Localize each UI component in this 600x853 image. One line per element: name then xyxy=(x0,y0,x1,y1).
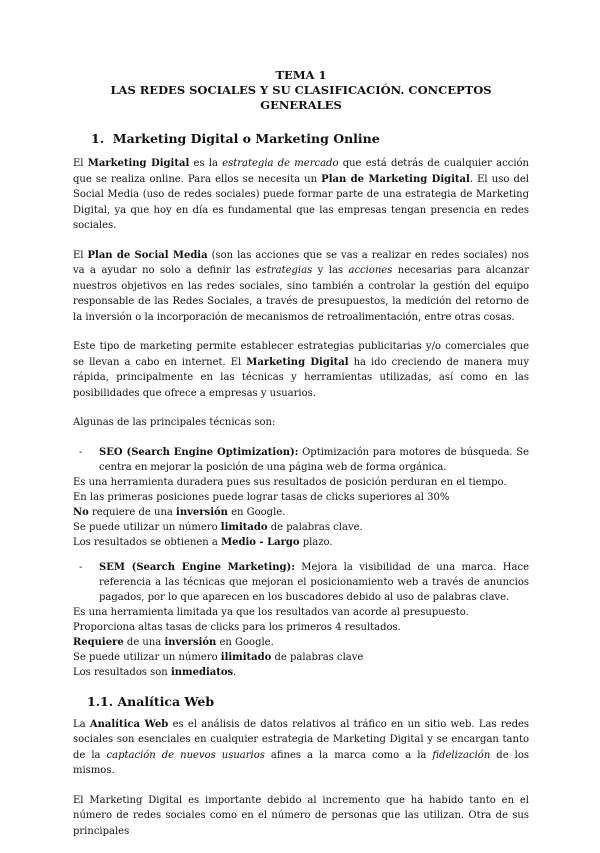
bullet-seo xyxy=(73,445,529,475)
section-title: Marketing Digital o Marketing Online xyxy=(112,131,380,146)
bullet-sem xyxy=(73,560,529,605)
bullet-text xyxy=(99,445,529,475)
subsection-heading: 1.1. Analítica Web xyxy=(87,693,215,709)
bold-text: ilimitado xyxy=(220,651,272,663)
text-run: de palabras clave xyxy=(271,651,364,663)
text-run: es el análisis de datos relativos al tráfico en un sitio web. Las redes sociales son esenciales en cualquier estrategia de Marketing Digital y se encargan tanto de la xyxy=(73,718,530,761)
text-run: En las primeras posiciones puede lograr tasas de clicks superiores al 30% xyxy=(73,491,450,503)
bold-text: limitado xyxy=(220,521,268,533)
techniques-intro: Algunas de las principales técnicas son: xyxy=(73,417,276,428)
text-run: de los mismos. xyxy=(73,749,530,776)
document-page xyxy=(73,68,529,853)
text-run: plazo. xyxy=(299,536,333,548)
detail-line xyxy=(73,650,529,665)
text-run: Este tipo de marketing permite establecer estrategias publicitarias y/o comerciales que se llevan a cabo en internet. El xyxy=(73,341,529,368)
text-run: requiere de una xyxy=(88,506,177,518)
text-run: y las xyxy=(312,265,349,276)
bold-text: Requiere xyxy=(73,636,124,648)
text-run: La xyxy=(73,718,90,730)
text-run: afines a la marca como a la xyxy=(264,749,433,761)
bold-text: Analítica Web xyxy=(89,718,169,730)
italic-text: estrategia de mercado xyxy=(222,158,339,169)
text-run: en Google. xyxy=(227,506,286,518)
detail-line xyxy=(73,475,529,490)
text-run: El xyxy=(73,158,88,169)
italic-text: fidelización xyxy=(432,749,491,761)
bold-text: Plan de Social Media xyxy=(87,249,208,261)
text-run: Optimización para motores de búsqueda. Se centra en mejorar la posición de una página web de forma orgánica. xyxy=(99,446,529,473)
text-run: en Google. xyxy=(216,636,274,648)
paragraph xyxy=(73,156,529,234)
text-run: de palabras clave. xyxy=(267,521,363,533)
detail-line xyxy=(73,665,529,680)
text-run: Los resultados son xyxy=(73,666,171,678)
text-run: ha ido creciendo de manera muy rápida, principalmente en las técnicas y herramientas utilizadas, así como en las posibilidades que ofrece a empresas y usuarios. xyxy=(73,356,529,399)
text-run: Proporciona altas tasas de clicks para los primeros 4 resultados. xyxy=(73,621,401,633)
text-run: necesarias para alcanzar nuestros objetivos en las redes sociales, sino también a controlar la gestión del equipo responsable de las Redes Sociales, a través de presupuestos, la medición del retorno de la inversión o la incorporación de mecanismos de retroalimentación, entre otras cosas. xyxy=(73,265,529,323)
text-run: Los resultados se obtienen a xyxy=(73,536,222,548)
italic-text: captación de nuevos usuarios xyxy=(106,749,265,761)
bold-text: SEM (Search Engine Marketing): xyxy=(99,561,295,573)
text-run: Se puede utilizar un número xyxy=(73,521,221,533)
bold-text: Plan de Marketing Digital xyxy=(321,173,470,185)
bold-text: inversión xyxy=(176,506,228,518)
bold-text: Marketing Digital xyxy=(246,356,349,368)
detail-line xyxy=(73,635,529,650)
section-heading xyxy=(91,131,529,146)
bold-text: inmediatos xyxy=(170,666,234,678)
text-run: El Marketing Digital es importante debido al incremento que ha habido tanto en el número de redes sociales como en el número de personas que las utilizan. Otra de sus principales xyxy=(73,794,529,837)
sem-details xyxy=(73,605,529,680)
bullet-dash: - xyxy=(79,446,83,458)
detail-line xyxy=(73,505,529,520)
bold-text: No xyxy=(73,506,89,518)
paragraph xyxy=(73,339,529,401)
text-run: que está detrás de cualquier acción que se realiza online. Para ellos se necesita un xyxy=(73,158,529,185)
bold-text: Marketing Digital xyxy=(87,158,190,169)
paragraph xyxy=(73,793,529,840)
bold-text: inversión xyxy=(164,636,217,648)
detail-line xyxy=(73,535,529,550)
text-run: Mejora la visibilidad de una marca. Hace referencia a las técnicas que mejoran el posicionamiento web a través de anuncios pagados, por lo que aparecen en los buscadores debido al uso de palabras clave. xyxy=(99,561,529,603)
text-run: de una xyxy=(123,636,165,648)
page-title: LAS REDES SOCIALES Y SU CLASIFICACIÓN. CONCEPTOS GENERALES xyxy=(110,83,492,112)
text-run: Es una herramienta limitada ya que los resultados van acorde al presupuesto. xyxy=(73,606,469,618)
detail-line xyxy=(73,490,529,505)
text-run: . El uso del Social Media (uso de redes sociales) puede formar parte de una estrategia de Marketing Digital, ya que hoy en día es fundamental que las empresas tengan presencia en redes sociales. xyxy=(73,173,529,231)
bullet-dash: - xyxy=(79,561,83,573)
text-run: Se puede utilizar un número xyxy=(73,651,221,663)
bold-text: SEO (Search Engine Optimization): xyxy=(99,446,299,458)
chapter-label: TEMA 1 xyxy=(275,68,327,82)
italic-text: estrategias xyxy=(255,265,313,276)
detail-line xyxy=(73,520,529,535)
detail-line xyxy=(73,605,529,620)
detail-line xyxy=(73,620,529,635)
text-run: es la xyxy=(189,158,223,169)
text-run: Es una herramienta duradera pues sus resultados de posición perduran en el tiempo. xyxy=(73,476,507,488)
text-run: (son las acciones que se vas a realizar en redes sociales) nos va a ayudar no solo a definir las xyxy=(73,249,529,276)
paragraph xyxy=(73,248,529,326)
italic-text: acciones xyxy=(348,265,393,276)
text-run: . xyxy=(233,666,237,678)
seo-details xyxy=(73,475,529,550)
text-run: El xyxy=(73,249,88,261)
bold-text: Medio - Largo xyxy=(221,536,300,548)
paragraph xyxy=(73,717,529,779)
section-number: 1. xyxy=(91,131,105,146)
bullet-text xyxy=(99,560,529,605)
